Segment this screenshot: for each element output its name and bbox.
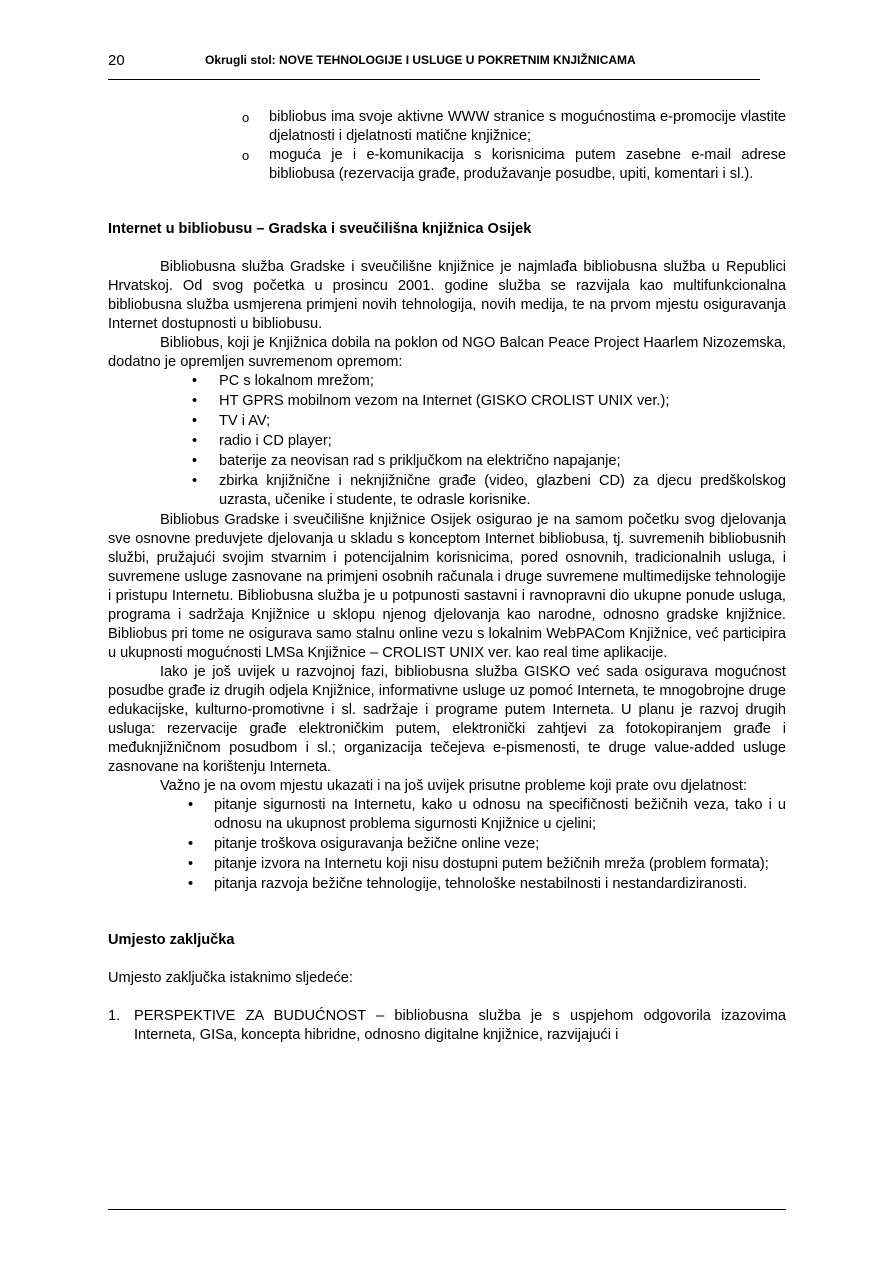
circle-bullet-icon: o <box>242 148 250 163</box>
paragraph: Iako je još uvijek u razvojnoj fazi, bibliobusna služba GISKO već sada osigurava mogućnost posudbe građe iz drugih odjela Knjižnice, informativne usluge uz pomoć Interneta, te mnogobrojne druge edukacijske, kulturno-promotivne i sl. sadržaje i programe putem Interneta. U planu je razvoj drugih usluga: rezervacije građe elektroničkim putem, elektronički zahtjevi za fotokopiranjem građe i međuknjižničnom posudbom i sl.; organizacija tečejeva e-pismenosti, te druge value-added usluge zasnovane na korištenju Interneta. <box>108 664 786 775</box>
bullet-icon: • <box>188 797 194 813</box>
bullet-icon: • <box>188 856 194 872</box>
paragraph: Bibliobus, koji je Knjižnica dobila na poklon od NGO Balcan Peace Project Haarlem Nizozemska, dodatno je opremljen suvremenom opremom: <box>108 335 786 370</box>
list-item-text: pitanje sigurnosti na Internetu, kako u odnosu na specifičnosti bežičnih veza, tako i u odnosu na ukupnost problema sigurnosti Knjižnice u cjelini; <box>214 797 786 832</box>
list-item-text: baterije za neovisan rad s priključkom na električno napajanje; <box>219 453 621 469</box>
equipment-list <box>108 372 786 510</box>
list-item-text: pitanje izvora na Internetu koji nisu dostupni putem bežičnih mreža (problem formata); <box>214 856 769 872</box>
list-item-text: PC s lokalnom mrežom; <box>219 373 374 389</box>
list-item <box>108 412 786 431</box>
list-item <box>108 472 786 510</box>
list-item <box>108 1007 786 1045</box>
list-item-text: pitanje troškova osiguravanja bežične online veze; <box>214 836 540 852</box>
list-item <box>108 875 786 894</box>
bullet-icon: • <box>192 393 198 409</box>
list-item <box>108 146 786 184</box>
bullet-icon: • <box>192 453 198 469</box>
bullet-icon: • <box>192 473 198 489</box>
list-item-text: zbirka knjižnične i neknjižnične građe (video, glazbeni CD) za djecu predškolskog uzrasta, učenike i studente, te odrasle korisnike. <box>219 473 786 508</box>
list-item <box>108 432 786 451</box>
list-item-text: HT GPRS mobilnom vezom na Internet (GISKO CROLIST UNIX ver.); <box>219 393 670 409</box>
list-item <box>108 372 786 391</box>
bullet-icon: • <box>192 413 198 429</box>
bullet-icon: • <box>188 876 194 892</box>
list-item-text: radio i CD player; <box>219 433 332 449</box>
header-rule <box>108 79 760 80</box>
page-number: 20 <box>108 52 125 69</box>
list-item-text: pitanja razvoja bežične tehnologije, tehnološke nestabilnosti i nestandardiziranosti. <box>214 876 748 892</box>
list-item <box>108 392 786 411</box>
list-item <box>108 796 786 834</box>
paragraph: Važno je na ovom mjestu ukazati i na još uvijek prisutne probleme koji prate ovu djelatnost: <box>160 778 748 794</box>
circle-bullet-icon: o <box>242 110 250 125</box>
list-item-text: moguća je i e-komunikacija s korisnicima putem zasebne e-mail adrese bibliobusa (rezervacija građe, produžavanje posudbe, upiti, komentari i sl.). <box>269 147 786 182</box>
list-item-text: TV i AV; <box>219 413 271 429</box>
footer-rule <box>108 1209 786 1210</box>
list-item <box>108 108 786 146</box>
list-number: 1. <box>108 1008 121 1024</box>
running-header: Okrugli stol: NOVE TEHNOLOGIJE I USLUGE U POKRETNIM KNJIŽNICAMA <box>205 53 636 67</box>
list-item-text: PERSPEKTIVE ZA BUDUĆNOST – bibliobusna služba je s uspjehom odgovorila izazovima Interneta, GISa, koncepta hibridne, odnosno digitalne knjižnice, razvijajući i <box>134 1008 786 1043</box>
list-item <box>108 452 786 471</box>
numbered-list <box>108 1007 786 1045</box>
list-item <box>108 855 786 874</box>
paragraph: Bibliobusna služba Gradske i sveučilišne knjižnice je najmlađa bibliobusna služba u Republici Hrvatskoj. Od svog početka u prosincu 2001. godine služba se razvijala kao multifunkcionalna bibliobusna služba usmjerena primjeni novih tehnologija, novih medija, te na prvom mjestu osiguravanja Internet dostupnosti u bibliobusu. <box>108 259 786 332</box>
bullet-icon: • <box>188 836 194 852</box>
bullet-icon: • <box>192 373 198 389</box>
bullet-icon: • <box>192 433 198 449</box>
section-heading: Internet u bibliobusu – Gradska i sveučilišna knjižnica Osijek <box>108 221 532 237</box>
section-heading: Umjesto zaključka <box>108 932 235 948</box>
paragraph: Bibliobus Gradske i sveučilišne knjižnice Osijek osigurao je na samom početku svog djelovanja sve osnovne preduvjete djelovanja u skladu s konceptom Internet bibliobusa, tj. suvremenih bibliobusnih službi, pružajući svojim stvarnim i potencijalnim korisnicima, pored osnovnih, tradicionalnih usluga, i suvremene usluge zasnovane na primjeni osobnih računala i druge suvremene multimedijske tehnologije i pristupu Internetu. Bibliobusna služba je u potpunosti sastavni i ravnopravni dio ukupne ponude usluga, programa i sadržaja Knjižnice u sklopu njenog djelovanja kao narodne, odnosno gradske knjižnice. Bibliobus pri tome ne osigurava samo stalnu online vezu s lokalnim WebPACom Knjižnice, već participira u ukupnosti mogućnosti LMSa Knjižnice – CROLIST UNIX ver. kao real time aplikacije. <box>108 512 786 661</box>
paragraph: Umjesto zaključka istaknimo sljedeće: <box>108 970 353 986</box>
list-item <box>108 835 786 854</box>
problems-list <box>108 796 786 894</box>
intro-list <box>108 108 786 184</box>
page-content <box>108 108 786 1045</box>
list-item-text: bibliobus ima svoje aktivne WWW stranice s mogućnostima e-promocije vlastite djelatnosti i djelatnosti matične knjižnice; <box>269 109 786 144</box>
